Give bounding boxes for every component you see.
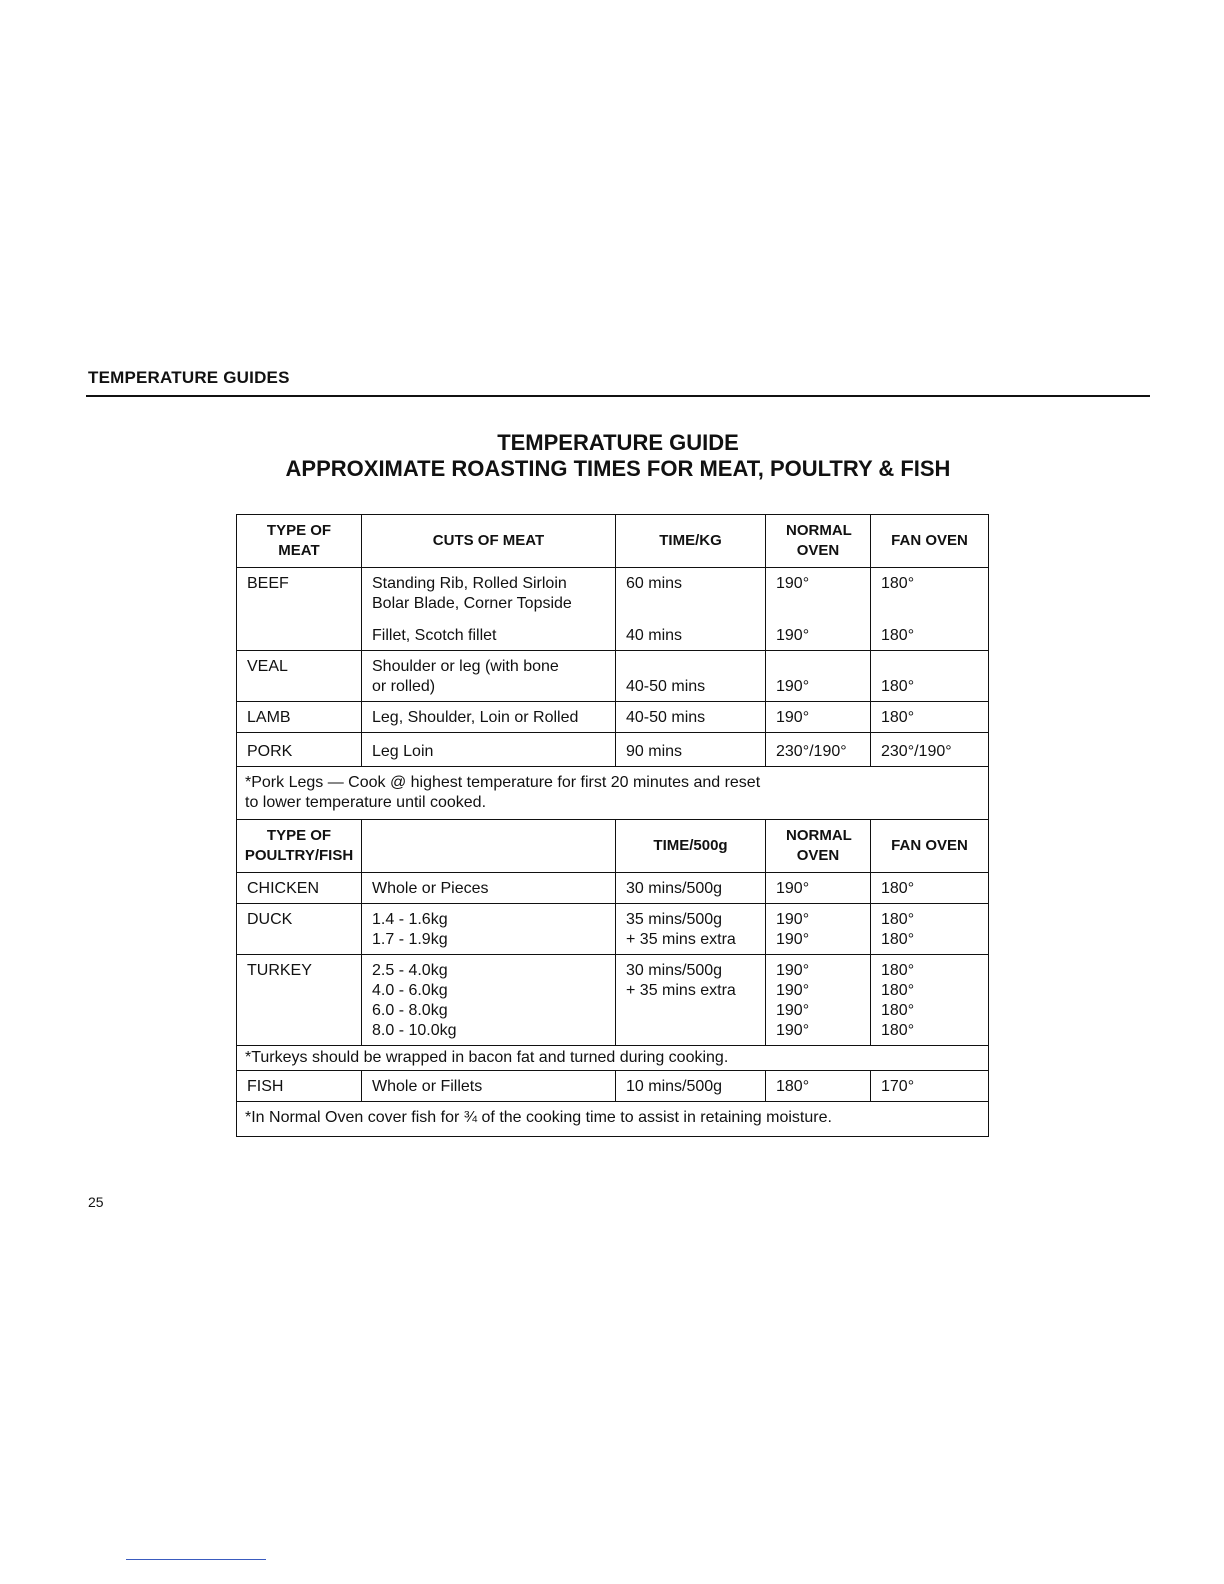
header-blank xyxy=(362,820,616,873)
duck-fan-2: 180° xyxy=(881,931,915,948)
fish-cut: Whole or Fillets xyxy=(362,1071,616,1102)
duck-normal-1: 190° xyxy=(776,911,810,928)
turkey-time-1: 30 mins/500g xyxy=(626,962,723,979)
header-fan-oven-poultry: FAN OVEN xyxy=(871,820,989,873)
table-row-fish xyxy=(237,1071,989,1102)
lamb-fan: 180° xyxy=(871,702,989,733)
duck-time-1: 35 mins/500g xyxy=(626,911,723,928)
pork-note-line1: *Pork Legs — Cook @ highest temperature for first 20 minutes and reset xyxy=(245,774,761,791)
roasting-times-table xyxy=(236,514,989,1137)
poultry-header-row xyxy=(237,820,989,873)
page-number: 25 xyxy=(88,1194,104,1210)
turkey-normals xyxy=(766,955,871,1046)
veal-cuts xyxy=(362,651,616,702)
beef-normal2: 190° xyxy=(776,627,810,644)
beef-normal xyxy=(766,568,871,651)
header-cuts-of-meat: CUTS OF MEAT xyxy=(362,515,616,568)
beef-cuts xyxy=(362,568,616,651)
duck-fans xyxy=(871,904,989,955)
turkey-fan-4: 180° xyxy=(881,1022,915,1039)
table-row-chicken xyxy=(237,873,989,904)
lamb-normal: 190° xyxy=(766,702,871,733)
duck-normals xyxy=(766,904,871,955)
veal-type: VEAL xyxy=(237,651,362,702)
beef-type: BEEF xyxy=(237,568,362,651)
table-row-turkey xyxy=(237,955,989,1046)
header-fan-oven: FAN OVEN xyxy=(871,515,989,568)
table-row-veal xyxy=(237,651,989,702)
turkey-normal-2: 190° xyxy=(776,982,810,999)
fish-type: FISH xyxy=(237,1071,362,1102)
veal-cut-line1: Shoulder or leg (with bone xyxy=(372,658,559,675)
pork-note xyxy=(237,767,989,820)
table-row-pork xyxy=(237,733,989,767)
chicken-type: CHICKEN xyxy=(237,873,362,904)
fish-note-row xyxy=(237,1102,989,1137)
pork-type: PORK xyxy=(237,733,362,767)
turkey-time-2: + 35 mins extra xyxy=(626,982,736,999)
chicken-fan: 180° xyxy=(871,873,989,904)
turkey-type: TURKEY xyxy=(237,955,362,1046)
turkey-weights xyxy=(362,955,616,1046)
beef-times xyxy=(616,568,766,651)
beef-normal1: 190° xyxy=(776,575,810,592)
pork-cut: Leg Loin xyxy=(362,733,616,767)
duck-times xyxy=(616,904,766,955)
beef-cut1-line2: Bolar Blade, Corner Topside xyxy=(372,595,572,612)
turkey-weight-4: 8.0 - 10.0kg xyxy=(372,1022,457,1039)
table-row-beef xyxy=(237,568,989,651)
veal-time: 40-50 mins xyxy=(616,651,766,702)
table-row-lamb xyxy=(237,702,989,733)
lamb-time: 40-50 mins xyxy=(616,702,766,733)
header-time-per-500g: TIME/500g xyxy=(616,820,766,873)
beef-fan1: 180° xyxy=(881,575,915,592)
fish-note: *In Normal Oven cover fish for ¾ of the cooking time to assist in retaining moisture. xyxy=(237,1102,989,1137)
turkey-weight-2: 4.0 - 6.0kg xyxy=(372,982,448,999)
section-heading: TEMPERATURE GUIDES xyxy=(88,368,290,387)
page-title: TEMPERATURE GUIDE xyxy=(497,430,739,455)
footer-line xyxy=(126,1559,266,1560)
meat-header-row xyxy=(237,515,989,568)
header-poultry-line1: TYPE OF xyxy=(266,827,332,844)
page-subtitle: APPROXIMATE ROASTING TIMES FOR MEAT, POULTRY & FISH xyxy=(285,456,951,481)
beef-cut1-line1: Standing Rib, Rolled Sirloin xyxy=(372,575,567,592)
pork-fan: 230°/190° xyxy=(871,733,989,767)
turkey-normal-1: 190° xyxy=(776,962,810,979)
pork-note-row xyxy=(237,767,989,820)
header-type-of-meat: TYPE OF MEAT xyxy=(237,515,362,568)
duck-type: DUCK xyxy=(237,904,362,955)
fish-fan: 170° xyxy=(871,1071,989,1102)
lamb-type: LAMB xyxy=(237,702,362,733)
chicken-normal: 190° xyxy=(766,873,871,904)
header-normal-oven: NORMAL OVEN xyxy=(766,515,871,568)
beef-cut2: Fillet, Scotch fillet xyxy=(372,627,497,644)
chicken-time: 30 mins/500g xyxy=(616,873,766,904)
duck-weight-1: 1.4 - 1.6kg xyxy=(372,911,448,928)
duck-weights xyxy=(362,904,616,955)
pork-note-line2: to lower temperature until cooked. xyxy=(245,794,487,811)
chicken-cut: Whole or Pieces xyxy=(362,873,616,904)
header-time-per-kg: TIME/KG xyxy=(616,515,766,568)
beef-time1: 60 mins xyxy=(626,575,683,592)
pork-normal: 230°/190° xyxy=(766,733,871,767)
duck-fan-1: 180° xyxy=(881,911,915,928)
duck-normal-2: 190° xyxy=(776,931,810,948)
turkey-weight-3: 6.0 - 8.0kg xyxy=(372,1002,448,1019)
lamb-cut: Leg, Shoulder, Loin or Rolled xyxy=(362,702,616,733)
turkey-note-row xyxy=(237,1046,989,1071)
veal-normal: 190° xyxy=(766,651,871,702)
fish-time: 10 mins/500g xyxy=(616,1071,766,1102)
header-poultry-line2: POULTRY/FISH xyxy=(244,847,354,864)
turkey-fan-1: 180° xyxy=(881,962,915,979)
turkey-fan-3: 180° xyxy=(881,1002,915,1019)
veal-fan: 180° xyxy=(871,651,989,702)
fish-normal: 180° xyxy=(766,1071,871,1102)
turkey-fans xyxy=(871,955,989,1046)
beef-fan2: 180° xyxy=(881,627,915,644)
turkey-note: *Turkeys should be wrapped in bacon fat and turned during cooking. xyxy=(237,1046,989,1071)
turkey-normal-3: 190° xyxy=(776,1002,810,1019)
beef-fan xyxy=(871,568,989,651)
turkey-weight-1: 2.5 - 4.0kg xyxy=(372,962,448,979)
header-type-of-poultry-fish xyxy=(237,820,362,873)
turkey-fan-2: 180° xyxy=(881,982,915,999)
turkey-times xyxy=(616,955,766,1046)
duck-time-2: + 35 mins extra xyxy=(626,931,736,948)
turkey-normal-4: 190° xyxy=(776,1022,810,1039)
duck-weight-2: 1.7 - 1.9kg xyxy=(372,931,448,948)
header-normal-oven-poultry: NORMAL OVEN xyxy=(766,820,871,873)
table-row-duck xyxy=(237,904,989,955)
beef-time2: 40 mins xyxy=(626,627,683,644)
veal-cut-line2: or rolled) xyxy=(372,678,436,695)
pork-time: 90 mins xyxy=(616,733,766,767)
header-rule xyxy=(86,395,1150,397)
